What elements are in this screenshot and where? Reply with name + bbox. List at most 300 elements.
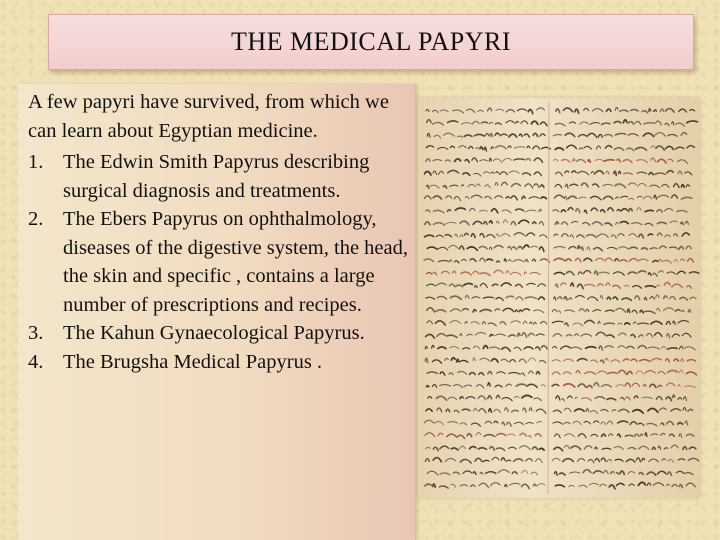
script-stroke — [476, 385, 483, 388]
script-stroke — [588, 386, 593, 388]
script-stroke — [488, 371, 492, 373]
script-stroke — [488, 323, 496, 326]
script-stroke — [493, 159, 502, 162]
script-stroke — [524, 134, 529, 137]
script-stroke — [460, 246, 464, 250]
script-stroke — [433, 122, 444, 125]
script-stroke — [666, 321, 670, 324]
script-stroke — [501, 359, 508, 361]
script-stroke — [512, 472, 517, 474]
script-stroke — [509, 260, 512, 261]
script-stroke — [554, 447, 563, 451]
script-stroke — [677, 210, 687, 212]
script-stroke — [678, 171, 682, 174]
script-stroke — [590, 123, 599, 125]
script-stroke — [524, 245, 529, 248]
script-stroke — [502, 210, 511, 213]
script-stroke — [536, 409, 546, 413]
list-item-text: The Kahun Gynaecological Papyrus. — [63, 322, 365, 344]
script-stroke — [618, 346, 625, 348]
script-stroke — [540, 361, 546, 363]
script-stroke — [436, 321, 446, 325]
script-stroke — [426, 297, 435, 299]
script-stroke — [512, 410, 518, 411]
script-stroke — [621, 196, 628, 197]
script-stroke — [465, 322, 467, 324]
script-stroke — [639, 335, 643, 337]
script-stroke — [604, 470, 609, 473]
script-stroke — [599, 272, 609, 273]
script-stroke — [426, 284, 435, 286]
script-stroke — [633, 322, 636, 324]
script-stroke — [662, 347, 666, 349]
script-stroke — [686, 483, 695, 487]
script-stroke — [670, 247, 678, 249]
script-stroke — [638, 482, 645, 485]
script-stroke — [525, 259, 528, 261]
script-stroke — [552, 310, 557, 312]
script-stroke — [607, 335, 614, 337]
script-stroke — [540, 321, 547, 324]
script-stroke — [661, 434, 665, 436]
script-stroke — [427, 308, 434, 312]
script-stroke — [515, 310, 517, 312]
script-stroke — [573, 323, 583, 326]
script-stroke — [553, 410, 561, 412]
script-stroke — [674, 234, 678, 237]
script-stroke — [538, 297, 544, 299]
script-stroke — [635, 121, 640, 124]
script-stroke — [665, 123, 669, 125]
script-stroke — [657, 285, 660, 287]
script-stroke — [578, 434, 586, 438]
script-stroke — [650, 248, 657, 249]
script-stroke — [619, 409, 629, 412]
script-stroke — [484, 435, 495, 437]
script-stroke — [558, 311, 560, 314]
script-stroke — [445, 235, 451, 237]
script-stroke — [679, 434, 682, 438]
script-stroke — [672, 122, 674, 125]
script-stroke — [656, 146, 664, 150]
script-stroke — [672, 334, 679, 337]
script-stroke — [450, 309, 461, 312]
script-stroke — [620, 260, 627, 262]
script-stroke — [661, 423, 664, 425]
script-stroke — [552, 458, 560, 461]
script-stroke — [648, 347, 659, 349]
script-stroke — [648, 408, 658, 412]
script-stroke — [592, 109, 603, 112]
script-stroke — [514, 147, 525, 148]
list-item — [28, 319, 415, 348]
script-stroke — [554, 297, 556, 301]
script-stroke — [618, 434, 621, 437]
script-stroke — [426, 447, 430, 448]
script-stroke — [657, 308, 660, 311]
script-stroke — [516, 121, 519, 123]
script-stroke — [638, 346, 647, 349]
script-stroke — [611, 235, 616, 238]
script-stroke — [467, 334, 473, 336]
script-stroke — [571, 283, 574, 286]
script-stroke — [566, 335, 572, 336]
script-stroke — [645, 433, 647, 437]
script-stroke — [433, 160, 442, 161]
script-stroke — [593, 184, 599, 187]
script-stroke — [566, 259, 572, 261]
script-stroke — [659, 271, 664, 273]
script-stroke — [465, 197, 469, 199]
script-stroke — [602, 448, 611, 449]
script-stroke — [629, 484, 634, 486]
script-stroke — [473, 346, 479, 349]
script-stroke — [463, 173, 470, 176]
script-stroke — [510, 272, 520, 275]
script-stroke — [567, 145, 577, 148]
script-stroke — [564, 384, 575, 387]
list-item-text: The Ebers Papyrus on ophthalmology, diseases of the digestive system, the head, the skin and specific , contains a large number of prescriptions and recipes. — [63, 208, 408, 316]
script-stroke — [653, 483, 664, 486]
script-stroke — [461, 259, 466, 261]
script-stroke — [556, 222, 559, 224]
script-stroke — [503, 220, 507, 223]
script-stroke — [664, 448, 668, 449]
script-stroke — [497, 433, 506, 435]
script-stroke — [585, 320, 595, 323]
script-stroke — [675, 310, 680, 312]
script-stroke — [425, 358, 427, 362]
script-stroke — [575, 334, 579, 336]
script-stroke — [649, 173, 653, 175]
script-stroke — [594, 248, 603, 251]
script-stroke — [523, 309, 529, 310]
script-stroke — [589, 483, 598, 485]
script-stroke — [651, 358, 661, 360]
script-stroke — [664, 282, 670, 285]
papyrus-script-drawing — [418, 98, 700, 498]
script-stroke — [439, 486, 448, 488]
script-stroke — [491, 147, 493, 149]
script-stroke — [537, 484, 545, 486]
script-stroke — [554, 246, 565, 247]
script-stroke — [433, 272, 437, 275]
script-stroke — [463, 309, 469, 311]
script-stroke — [514, 233, 524, 236]
script-stroke — [674, 184, 679, 188]
script-stroke — [561, 283, 566, 285]
script-stroke — [473, 310, 476, 312]
script-stroke — [654, 195, 657, 199]
script-stroke — [506, 110, 514, 112]
script-stroke — [553, 422, 563, 424]
script-stroke — [640, 360, 650, 362]
script-stroke — [553, 346, 557, 348]
script-stroke — [490, 347, 499, 349]
script-stroke — [541, 385, 545, 387]
script-stroke — [686, 372, 696, 375]
script-stroke — [501, 182, 507, 185]
script-stroke — [585, 284, 595, 286]
script-stroke — [614, 121, 621, 123]
script-stroke — [427, 185, 429, 188]
script-stroke — [631, 109, 638, 111]
script-stroke — [575, 409, 585, 411]
script-stroke — [674, 359, 678, 361]
script-stroke — [578, 171, 589, 174]
script-stroke — [530, 322, 532, 323]
script-stroke — [516, 284, 523, 287]
papyrus-fold-line — [548, 102, 549, 494]
script-stroke — [672, 195, 678, 198]
script-stroke — [648, 234, 653, 235]
script-stroke — [621, 209, 627, 211]
script-stroke — [533, 484, 536, 486]
script-stroke — [573, 159, 575, 161]
script-stroke — [496, 234, 499, 237]
script-stroke — [619, 370, 627, 374]
script-stroke — [624, 285, 628, 286]
script-stroke — [437, 408, 442, 412]
script-stroke — [450, 321, 461, 324]
script-stroke — [642, 458, 645, 460]
script-stroke — [502, 398, 512, 401]
script-stroke — [424, 420, 433, 423]
script-stroke — [657, 210, 663, 212]
script-stroke — [658, 385, 662, 387]
script-stroke — [639, 446, 649, 449]
script-stroke — [578, 384, 586, 387]
script-stroke — [677, 271, 685, 274]
script-stroke — [503, 158, 512, 161]
script-stroke — [627, 309, 629, 312]
script-stroke — [689, 447, 696, 449]
script-stroke — [518, 333, 521, 336]
script-stroke — [639, 473, 643, 475]
script-stroke — [607, 247, 617, 249]
script-stroke — [581, 183, 588, 187]
script-stroke — [576, 295, 585, 297]
script-stroke — [596, 171, 604, 174]
script-stroke — [608, 372, 617, 373]
script-stroke — [526, 423, 533, 424]
script-stroke — [570, 235, 574, 238]
script-stroke — [685, 473, 693, 475]
script-stroke — [685, 347, 696, 350]
script-stroke — [555, 148, 563, 150]
script-stroke — [537, 422, 542, 423]
script-stroke — [598, 321, 600, 323]
script-stroke — [425, 459, 429, 462]
script-stroke — [476, 433, 481, 436]
script-stroke — [425, 235, 434, 237]
script-stroke — [611, 472, 614, 474]
script-stroke — [450, 347, 459, 349]
script-stroke — [636, 371, 644, 374]
script-stroke — [472, 121, 479, 124]
script-stroke — [613, 285, 621, 288]
script-stroke — [673, 395, 675, 398]
script-stroke — [625, 435, 633, 436]
script-stroke — [444, 133, 455, 136]
script-stroke — [568, 196, 576, 198]
script-stroke — [688, 310, 690, 312]
script-stroke — [507, 422, 512, 426]
script-stroke — [437, 296, 446, 299]
list-item-number: 4. — [28, 350, 44, 373]
script-stroke — [524, 347, 533, 349]
script-stroke — [447, 434, 457, 437]
script-stroke — [471, 195, 482, 198]
script-stroke — [471, 423, 480, 426]
script-stroke — [526, 158, 530, 160]
script-stroke — [471, 322, 479, 324]
script-stroke — [666, 359, 670, 362]
list-item-number: 3. — [28, 322, 44, 344]
script-stroke — [678, 385, 680, 387]
script-stroke — [650, 384, 656, 387]
script-stroke — [552, 384, 559, 386]
script-stroke — [437, 283, 446, 285]
script-stroke — [529, 408, 532, 411]
script-stroke — [603, 184, 612, 186]
script-stroke — [681, 259, 685, 261]
script-stroke — [616, 308, 626, 312]
script-stroke — [568, 208, 573, 211]
script-stroke — [539, 448, 544, 450]
script-stroke — [487, 235, 495, 238]
script-stroke — [484, 172, 489, 173]
script-stroke — [667, 334, 670, 338]
script-stroke — [528, 110, 532, 114]
script-stroke — [615, 459, 623, 461]
script-stroke — [603, 196, 613, 199]
script-stroke — [584, 258, 592, 261]
script-stroke — [647, 472, 656, 475]
script-stroke — [438, 147, 448, 149]
script-stroke — [575, 109, 579, 113]
script-stroke — [588, 460, 594, 463]
script-stroke — [678, 423, 683, 425]
script-stroke — [668, 159, 673, 162]
script-stroke — [427, 321, 433, 324]
script-stroke — [512, 184, 521, 187]
script-stroke — [668, 460, 674, 463]
script-stroke — [613, 297, 618, 300]
script-stroke — [582, 398, 592, 401]
script-stroke — [501, 234, 510, 237]
script-stroke — [426, 210, 430, 212]
script-stroke — [672, 284, 683, 287]
script-stroke — [621, 397, 625, 399]
script-stroke — [458, 136, 463, 137]
script-stroke — [667, 484, 670, 485]
script-stroke — [448, 422, 458, 424]
script-stroke — [668, 134, 678, 136]
script-stroke — [536, 334, 544, 336]
script-stroke — [480, 309, 491, 311]
script-stroke — [586, 347, 596, 349]
script-stroke — [618, 234, 624, 237]
script-stroke — [579, 485, 587, 487]
script-stroke — [658, 233, 662, 235]
script-stroke — [509, 483, 520, 485]
script-stroke — [656, 295, 659, 298]
script-stroke — [506, 296, 513, 297]
script-stroke — [676, 123, 685, 126]
script-stroke — [679, 370, 683, 373]
script-stroke — [604, 134, 612, 136]
script-stroke — [628, 272, 636, 274]
script-stroke — [479, 409, 486, 413]
script-stroke — [460, 360, 468, 362]
script-stroke — [667, 421, 674, 425]
script-stroke — [483, 297, 493, 298]
script-stroke — [649, 109, 651, 112]
script-stroke — [497, 372, 506, 374]
script-stroke — [645, 223, 653, 225]
script-stroke — [490, 334, 493, 336]
script-stroke — [690, 297, 696, 299]
script-stroke — [602, 434, 606, 436]
script-stroke — [634, 434, 638, 436]
script-stroke — [634, 396, 638, 398]
script-stroke — [526, 459, 533, 461]
script-stroke — [514, 159, 525, 160]
script-stroke — [511, 222, 516, 225]
script-stroke — [554, 159, 559, 161]
script-stroke — [440, 473, 450, 475]
script-stroke — [480, 358, 490, 361]
script-stroke — [619, 247, 628, 249]
script-stroke — [585, 372, 596, 375]
script-stroke — [591, 208, 597, 211]
script-stroke — [453, 110, 464, 113]
script-stroke — [556, 284, 558, 287]
script-stroke — [516, 384, 525, 386]
script-stroke — [671, 409, 681, 411]
script-stroke — [687, 286, 692, 289]
script-stroke — [522, 484, 530, 488]
script-stroke — [587, 247, 590, 250]
script-stroke — [496, 221, 499, 224]
script-stroke — [623, 120, 627, 123]
script-stroke — [638, 183, 647, 186]
script-stroke — [506, 384, 512, 386]
list-item — [28, 348, 415, 377]
script-stroke — [450, 146, 454, 148]
script-stroke — [614, 447, 623, 450]
script-stroke — [553, 210, 559, 212]
script-stroke — [596, 146, 600, 149]
script-stroke — [552, 372, 560, 375]
script-stroke — [591, 360, 597, 362]
script-stroke — [554, 272, 564, 274]
script-stroke — [438, 433, 443, 436]
script-stroke — [440, 446, 449, 449]
script-stroke — [533, 133, 538, 136]
script-stroke — [588, 133, 597, 137]
script-stroke — [637, 208, 641, 211]
script-stroke — [565, 171, 569, 173]
script-stroke — [427, 247, 437, 249]
script-stroke — [434, 135, 441, 138]
script-stroke — [584, 271, 591, 274]
script-stroke — [607, 421, 612, 424]
script-stroke — [618, 421, 628, 423]
script-stroke — [598, 134, 602, 137]
script-stroke — [534, 310, 544, 313]
